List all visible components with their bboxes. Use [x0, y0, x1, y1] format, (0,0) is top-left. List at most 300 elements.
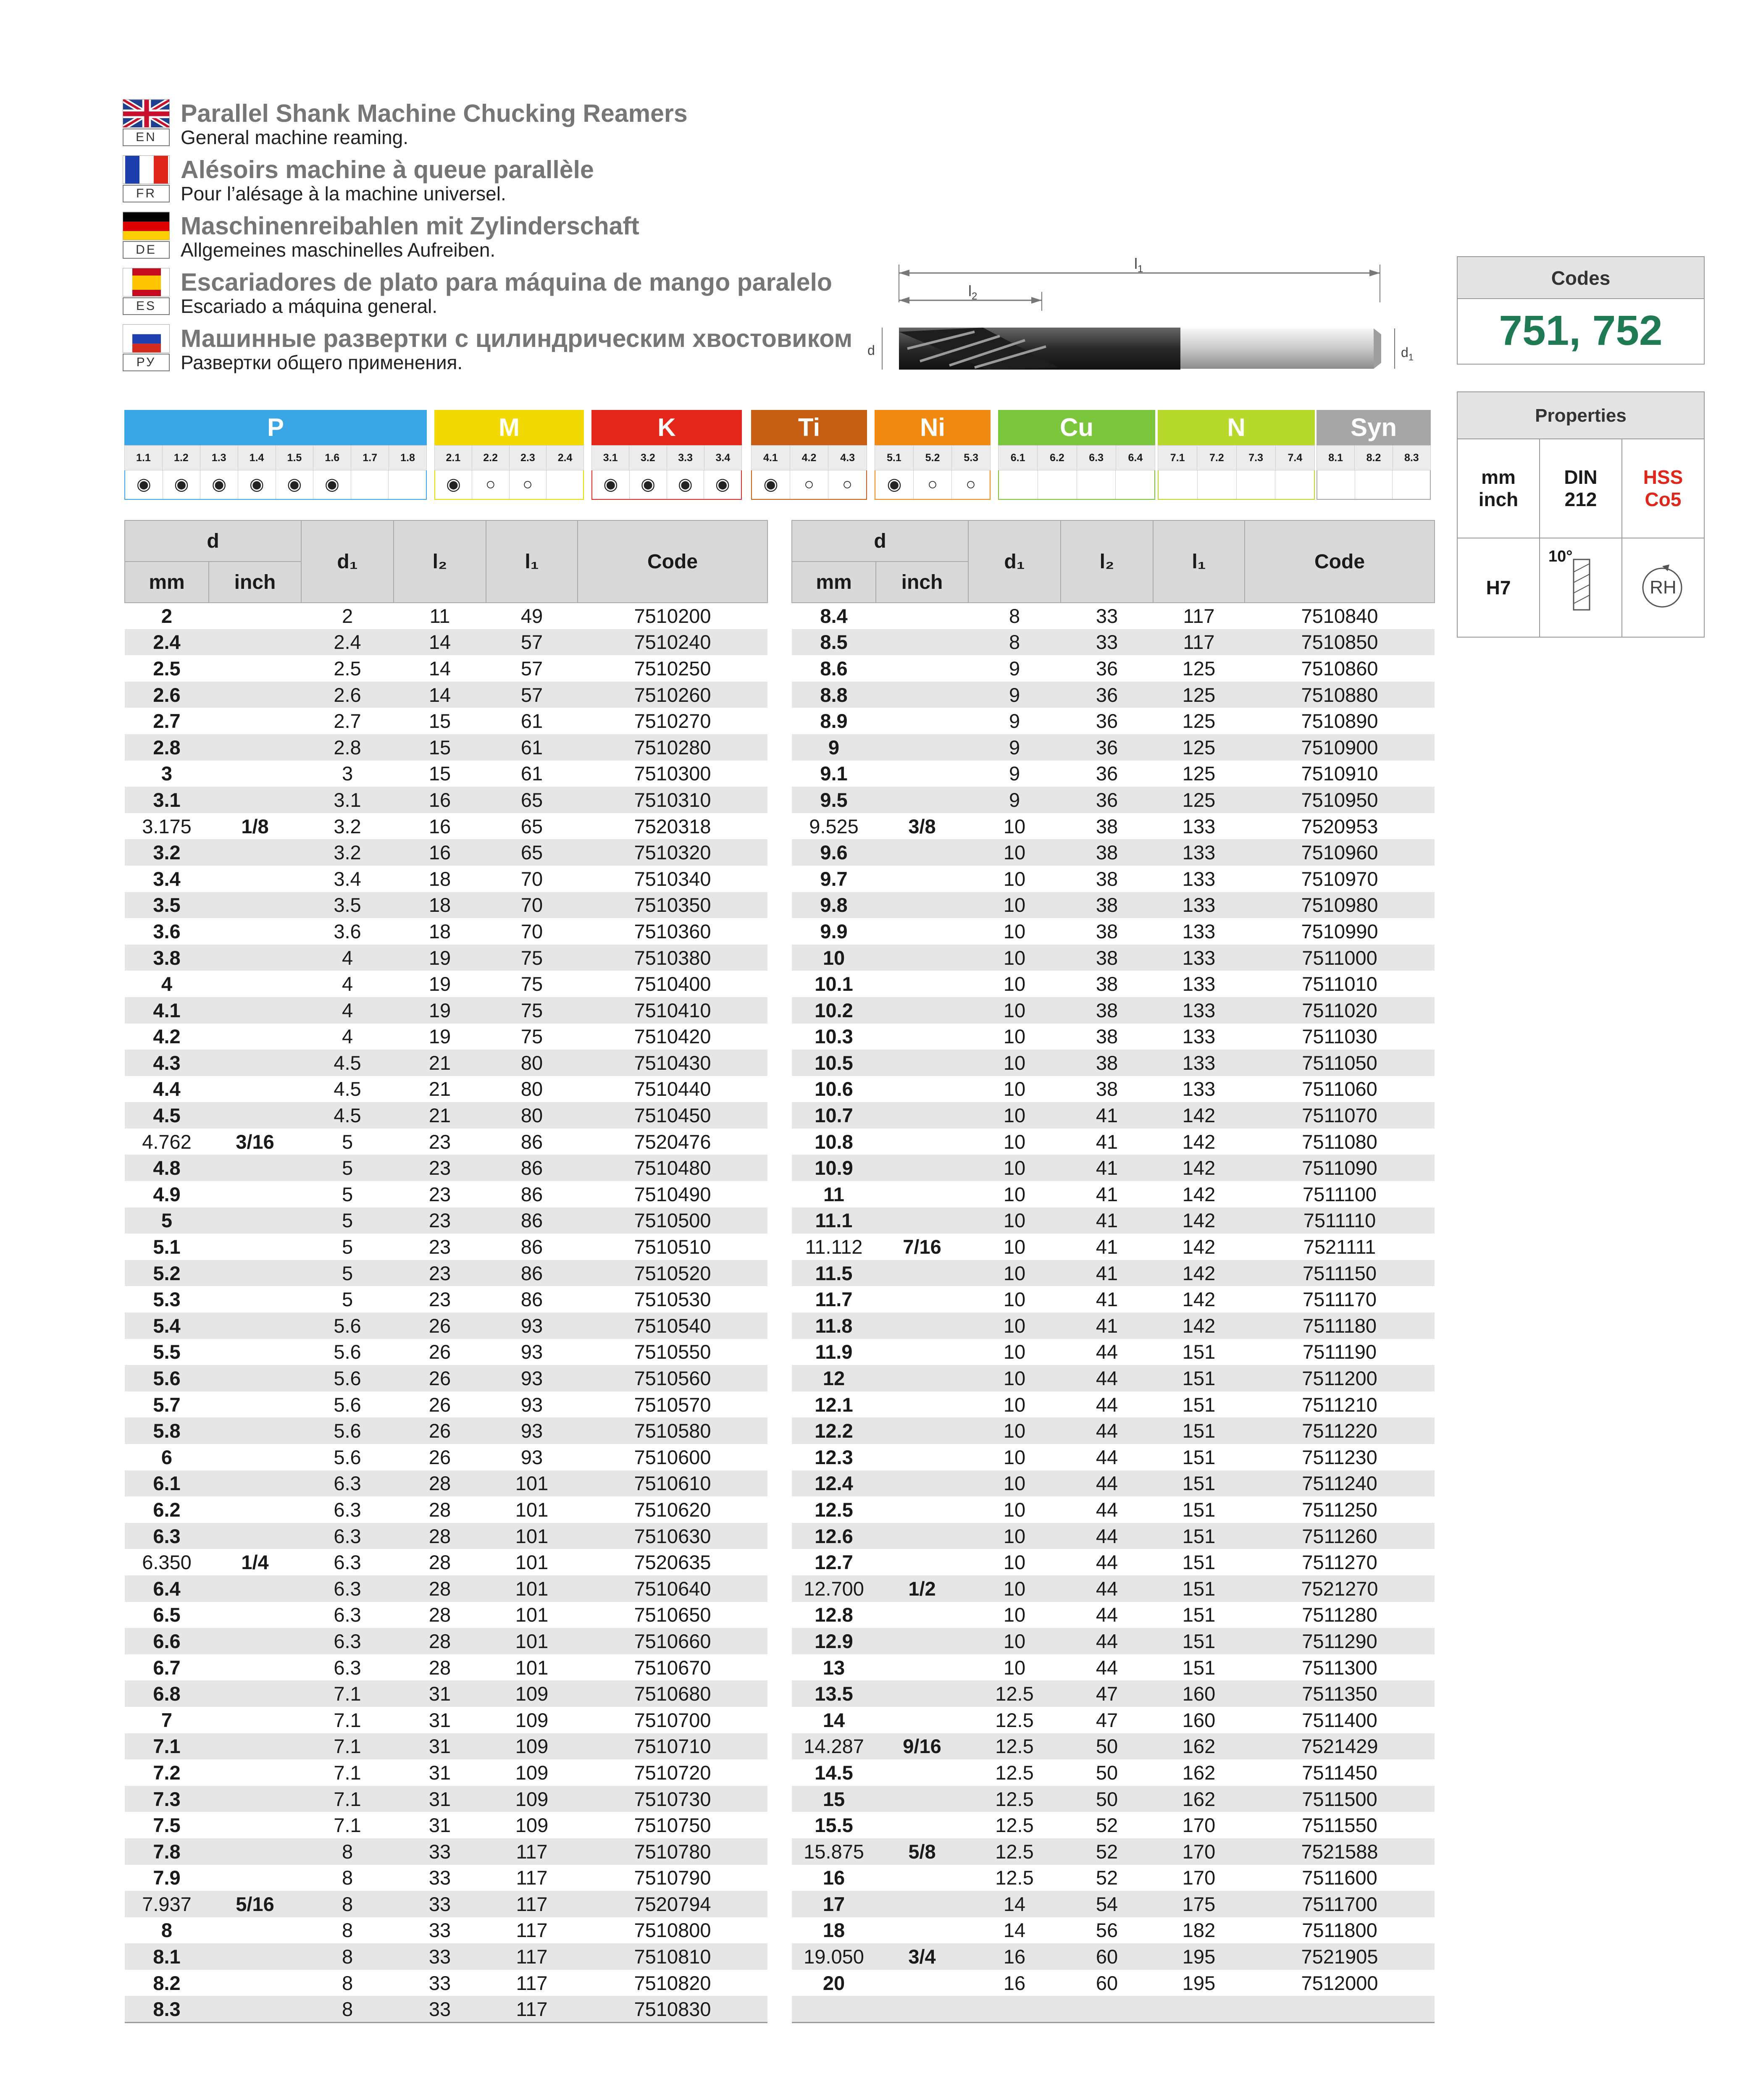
- suitability-mark: [1198, 470, 1237, 499]
- cell-code: 7511090: [1245, 1155, 1435, 1181]
- material-subgroup: 6.4: [1128, 452, 1143, 464]
- table-row: [125, 1549, 767, 1575]
- cell-d1: 14: [1003, 1919, 1026, 1942]
- cell-d1: 4.5: [301, 1102, 394, 1129]
- cell-d1: 5.6: [301, 1365, 394, 1391]
- cell-d-inch: [876, 1208, 968, 1234]
- cell-d-inch: [209, 892, 301, 919]
- cell-code: 7510280: [578, 734, 767, 761]
- standard-number: 212: [1564, 488, 1597, 510]
- cell-d-inch: [876, 1654, 968, 1681]
- cell-code: 7510350: [578, 892, 767, 919]
- cell-l1: 170: [1182, 1814, 1216, 1837]
- cell-d-mm: 4.3: [125, 1050, 209, 1076]
- cell-d1: 4.5: [301, 1050, 394, 1076]
- material-subgroup: 1.5: [276, 446, 314, 470]
- cell-l1: 70: [520, 867, 543, 890]
- cell-l2: 28: [394, 1628, 486, 1654]
- cell-d1: 6.3: [301, 1575, 394, 1602]
- cell-d1: 9: [1009, 762, 1020, 785]
- cell-code: 7510750: [634, 1814, 711, 1837]
- material-cell: [1622, 439, 1704, 538]
- cell-l2: 23: [428, 1288, 451, 1311]
- material-hss: HSS: [1643, 466, 1683, 488]
- cell-code: 7511190: [1303, 1341, 1377, 1363]
- cell-code: 7511270: [1302, 1551, 1377, 1574]
- cell-l2: 28: [394, 1575, 486, 1602]
- cell-d-inch: [209, 1102, 301, 1129]
- cell-d-mm: 5.8: [125, 1418, 209, 1444]
- cell-d-inch: [876, 1970, 968, 1996]
- material-group-name: Syn: [1317, 410, 1431, 445]
- cell-l1: 86: [486, 1208, 578, 1234]
- cell-d1: 8: [301, 1943, 394, 1970]
- cell-code: 7511240: [1245, 1470, 1435, 1497]
- cell-code: 7511700: [1245, 1891, 1435, 1917]
- size-table-right: [791, 520, 1435, 2023]
- table-row: [125, 1838, 767, 1865]
- cell-l2: 31: [394, 1680, 486, 1707]
- table-row: [792, 655, 1435, 682]
- cell-d1: 4.5: [334, 1078, 361, 1100]
- table-row: [125, 1444, 767, 1470]
- material-subgroup: 2.4: [557, 452, 573, 464]
- cell-l2: 41: [1061, 1208, 1153, 1234]
- cell-d1: 10: [1003, 1078, 1026, 1100]
- cell-code: 7510640: [578, 1575, 767, 1602]
- cell-l2: 41: [1096, 1183, 1118, 1205]
- cell-d-mm: 4.762: [142, 1130, 192, 1153]
- cell-l2: 26: [394, 1365, 486, 1391]
- cell-d-mm: 6.5: [153, 1604, 181, 1626]
- cell-d1: 2.4: [301, 629, 394, 656]
- cell-d1: 7.1: [334, 1814, 361, 1837]
- col-d: d: [792, 520, 968, 562]
- material-group: [591, 410, 742, 501]
- cell-l2: 15: [394, 734, 486, 761]
- cell-code: 7511400: [1302, 1709, 1377, 1731]
- cell-code: 7521270: [1245, 1575, 1435, 1602]
- table-row: [125, 734, 767, 761]
- table-row: [125, 1102, 767, 1129]
- cell-l1: 61: [520, 710, 543, 732]
- material-subgroup: 4.2: [790, 446, 829, 470]
- cell-d1: 3.6: [334, 920, 361, 942]
- suitability-row: [124, 470, 427, 500]
- cell-d-inch: [876, 1391, 968, 1418]
- table-row: [792, 1996, 1435, 2022]
- cell-d-mm: 17: [792, 1891, 876, 1917]
- cell-l2: 14: [394, 682, 486, 708]
- uk-flag-icon: [123, 99, 170, 128]
- l2-label: $l_2$: [968, 282, 978, 302]
- cell-d-mm: 3.4: [153, 867, 181, 890]
- cell-d-inch: [876, 1076, 968, 1102]
- cell-l1: 75: [486, 945, 578, 971]
- cell-code: 7510300: [634, 762, 711, 785]
- cell-d-mm: 4: [161, 973, 173, 995]
- cell-l1: 93: [520, 1341, 543, 1363]
- cell-code: 7511170: [1303, 1288, 1377, 1311]
- cell-l2: 33: [428, 1919, 451, 1942]
- material-subgroup: 1.3: [200, 446, 238, 470]
- cell-d1: 12.5: [968, 1680, 1061, 1707]
- cell-l2: 33: [394, 1891, 486, 1917]
- cell-d-inch: 5/16: [209, 1891, 301, 1917]
- material-subgroup: 4.3: [840, 452, 855, 464]
- cell-l1: 125: [1182, 762, 1216, 785]
- table-row: [125, 1759, 767, 1786]
- suitability-mark: [351, 470, 389, 499]
- cell-d-mm: 4.9: [153, 1183, 181, 1205]
- language-block: [123, 155, 837, 212]
- cell-l1: 101: [486, 1575, 578, 1602]
- standard-din: DIN: [1564, 466, 1598, 488]
- cell-l1: 133: [1182, 920, 1216, 942]
- material-subgroup: 3.2: [629, 446, 667, 470]
- cell-d1: 6.3: [301, 1628, 394, 1654]
- cell-d-mm: 11.5: [792, 1260, 876, 1286]
- suitability-row: [591, 470, 742, 500]
- cell-d-inch: [209, 1865, 301, 1891]
- cell-d-inch: [209, 1917, 301, 1944]
- material-subgroup: 4.1: [752, 446, 790, 470]
- material-subgroup: 2.1: [435, 446, 472, 470]
- cell-l2: 18: [394, 892, 486, 919]
- cell-d1: 10: [1003, 1551, 1026, 1574]
- cell-l1: 101: [486, 1470, 578, 1497]
- cell-l1: 125: [1182, 657, 1216, 680]
- cell-l2: 16: [394, 839, 486, 866]
- suitability-mark: ○: [510, 470, 547, 499]
- table-row: [792, 1628, 1435, 1654]
- cell-code: 7510560: [578, 1365, 767, 1391]
- cell-l1: 80: [486, 1102, 578, 1129]
- language-code: FR: [123, 185, 170, 202]
- col-code: Code: [1245, 520, 1435, 603]
- cell-l1: 151: [1153, 1418, 1245, 1444]
- table-row: [792, 1838, 1435, 1865]
- cell-d-inch: [209, 839, 301, 866]
- cell-d-mm: 15.875: [792, 1838, 876, 1865]
- cell-d-inch: [876, 1891, 968, 1917]
- cell-d1: 7.1: [301, 1733, 394, 1760]
- cell-d-mm: 18: [823, 1919, 845, 1942]
- cell-d1: 10: [968, 945, 1061, 971]
- cell-l2: 23: [428, 1236, 451, 1258]
- table-row: [792, 603, 1435, 629]
- table-row: [125, 1312, 767, 1339]
- table-row: [125, 1943, 767, 1970]
- cell-d-inch: [209, 1786, 301, 1812]
- codes-box: [1457, 256, 1705, 365]
- cell-d-inch: [876, 1129, 968, 1155]
- cell-d-mm: 12.1: [815, 1393, 853, 1416]
- cell-d1: 10: [1003, 1025, 1026, 1048]
- cell-l1: 125: [1182, 710, 1216, 732]
- cell-code: 7511200: [1245, 1365, 1435, 1391]
- cell-d-mm: 14.287: [792, 1733, 876, 1760]
- cell-d1: 10: [968, 1575, 1061, 1602]
- cell-d-mm: 7.1: [125, 1733, 209, 1760]
- cell-d-mm: 5.4: [125, 1312, 209, 1339]
- material-subgroup: 1.1: [125, 446, 163, 470]
- cell-l2: 28: [394, 1523, 486, 1549]
- cell-d1: 9: [1009, 657, 1020, 680]
- cell-d1: 4: [301, 997, 394, 1024]
- cell-d-inch: [876, 1786, 968, 1812]
- cell-l1: 57: [486, 682, 578, 708]
- table-row: [792, 1391, 1435, 1418]
- material-group-name: Ni: [875, 410, 991, 445]
- cell-l2: 23: [394, 1208, 486, 1234]
- cell-l2: 38: [1096, 973, 1118, 995]
- table-row: [792, 1286, 1435, 1312]
- cell-d-inch: [876, 1260, 968, 1286]
- cell-d-mm: 10.1: [815, 973, 853, 995]
- properties-box: [1457, 391, 1705, 638]
- cell-d1: 10: [968, 997, 1061, 1024]
- cell-d1: 10: [1003, 1498, 1026, 1521]
- cell-d-inch: [876, 1812, 968, 1838]
- cell-d-inch: [209, 1155, 301, 1181]
- russia-flag-icon: [123, 324, 170, 353]
- cell-d1: 4: [301, 945, 394, 971]
- cell-d1: 10: [1003, 1130, 1026, 1153]
- cell-d-mm: 11.1: [792, 1208, 876, 1234]
- cell-d1: 10: [968, 1365, 1061, 1391]
- product-subtitle: Allgemeines maschinelles Aufreiben.: [181, 239, 496, 261]
- suitability-mark: ◉: [875, 470, 914, 499]
- table-row: [792, 1549, 1435, 1575]
- cell-l2: 28: [428, 1656, 451, 1679]
- cell-d-mm: 13.5: [792, 1680, 876, 1707]
- table-row: [125, 1470, 767, 1497]
- properties-header: Properties: [1458, 392, 1704, 439]
- cell-l1: 133: [1153, 945, 1245, 971]
- cell-l2: 31: [428, 1709, 451, 1731]
- material-subgroup: 7.4: [1288, 452, 1303, 464]
- table-row: [125, 1365, 767, 1391]
- cell-l2: 36: [1061, 787, 1153, 813]
- cell-code: 7510600: [634, 1446, 711, 1468]
- table-row: [792, 1155, 1435, 1181]
- cell-d-mm: 9.7: [820, 867, 848, 890]
- cell-code: 7511070: [1245, 1102, 1435, 1129]
- cell-d1: 12.5: [995, 1866, 1034, 1889]
- material-subgroups: [124, 445, 427, 470]
- cell-d-inch: 9/16: [876, 1733, 968, 1760]
- cell-code: 7510320: [578, 839, 767, 866]
- table-row: [125, 813, 767, 840]
- cell-d1: 12.5: [968, 1786, 1061, 1812]
- cell-l1: 142: [1182, 1130, 1216, 1153]
- cell-l1: 86: [520, 1183, 543, 1205]
- table-row: [125, 892, 767, 919]
- cell-code: 7511010: [1302, 973, 1377, 995]
- cell-d-mm: 5.7: [153, 1393, 181, 1416]
- unit-mm: mm: [1481, 466, 1516, 488]
- suitability-mark: [1355, 470, 1393, 499]
- cell-l2: 26: [428, 1446, 451, 1468]
- table-row: [125, 1628, 767, 1654]
- cell-l1: 133: [1182, 1078, 1216, 1100]
- cell-d-mm: 2.8: [125, 734, 209, 761]
- cell-code: 7510550: [634, 1341, 711, 1363]
- cell-d1: 12.5: [968, 1733, 1061, 1760]
- cell-d-inch: 3/16: [236, 1130, 274, 1153]
- table-row: [125, 1418, 767, 1444]
- col-mm: mm: [125, 562, 209, 603]
- cell-l2: 31: [394, 1733, 486, 1760]
- table-row: [792, 1024, 1435, 1050]
- cell-d-inch: [209, 655, 301, 682]
- cell-code: 7520794: [578, 1891, 767, 1917]
- cell-d-mm: 7.3: [125, 1786, 209, 1812]
- cell-d1: 6.3: [334, 1498, 361, 1521]
- cell-l2: 44: [1096, 1604, 1118, 1626]
- cell-l2: [1061, 1996, 1153, 2022]
- cell-l2: 44: [1061, 1470, 1153, 1497]
- cell-d-mm: 2.6: [125, 682, 209, 708]
- cell-l2: 44: [1061, 1365, 1153, 1391]
- cell-d-mm: 12.3: [815, 1446, 853, 1468]
- cell-code: 7510880: [1245, 682, 1435, 708]
- cell-l1: 133: [1153, 1050, 1245, 1076]
- cell-d-inch: [876, 1181, 968, 1208]
- material-group-name: M: [434, 410, 584, 445]
- material-subgroups: [875, 445, 991, 470]
- suitability-mark: ◉: [163, 470, 201, 499]
- cell-l2: 23: [428, 1183, 451, 1205]
- cell-code: 7510420: [634, 1025, 711, 1048]
- cell-l2: 44: [1096, 1551, 1118, 1574]
- table-row: [792, 1339, 1435, 1365]
- cell-l1: 195: [1182, 1971, 1216, 1994]
- cell-d1: 8: [342, 1866, 353, 1889]
- cell-l1: 109: [515, 1709, 549, 1731]
- suitability-mark: [1116, 470, 1154, 499]
- cell-code: 7510480: [578, 1155, 767, 1181]
- cell-d-inch: [876, 1602, 968, 1628]
- table-row: [125, 1996, 767, 2022]
- cell-d1: 3.2: [301, 839, 394, 866]
- cell-d-inch: [876, 1024, 968, 1050]
- cell-d1: 10: [968, 1260, 1061, 1286]
- cell-d1: 3.2: [334, 815, 361, 837]
- table-row: [125, 866, 767, 892]
- material-group: [751, 410, 867, 501]
- cell-d1: 10: [968, 1628, 1061, 1654]
- table-row: [125, 1917, 767, 1944]
- rotation-direction: RH: [1650, 577, 1677, 598]
- cell-l1: 86: [486, 1260, 578, 1286]
- cell-d-mm: 20: [823, 1971, 845, 1994]
- cell-d-inch: [209, 1996, 301, 2022]
- cell-d1: 10: [1003, 815, 1026, 837]
- cell-d-inch: [876, 1549, 968, 1575]
- cell-d-inch: [209, 682, 301, 708]
- suitability-row: [875, 470, 991, 500]
- cell-d1: 10: [968, 1523, 1061, 1549]
- cell-d-inch: [209, 1260, 301, 1286]
- table-row: [125, 761, 767, 787]
- cell-l2: 38: [1096, 920, 1118, 942]
- cell-d1: 7.1: [334, 1761, 361, 1784]
- cell-d1: 10: [968, 1102, 1061, 1129]
- cell-code: 7510840: [1301, 605, 1378, 627]
- cell-d1: 8: [301, 1891, 394, 1917]
- table-row: [792, 761, 1435, 787]
- cell-d1: 7.1: [334, 1709, 361, 1731]
- cell-l1: 86: [520, 1236, 543, 1258]
- cell-d1: 2.7: [334, 710, 361, 732]
- cell-l2: 21: [394, 1050, 486, 1076]
- table-row: [792, 1812, 1435, 1838]
- cell-d-mm: 6.8: [125, 1680, 209, 1707]
- cell-d1: 10: [1003, 1288, 1026, 1311]
- cell-d-mm: 9.9: [820, 920, 848, 942]
- table-row: [125, 918, 767, 945]
- col-d1: d₁: [968, 520, 1061, 603]
- cell-code: 7510780: [578, 1838, 767, 1865]
- cell-d1: 10: [1003, 1393, 1026, 1416]
- cell-code: 7520953: [1301, 815, 1378, 837]
- suitability-mark: ○: [914, 470, 952, 499]
- cell-l2: 26: [394, 1418, 486, 1444]
- cell-d-inch: [209, 1602, 301, 1628]
- table-row: [125, 1891, 767, 1917]
- product-title: Alésoirs machine à queue parallèle: [181, 156, 594, 184]
- cell-l2: 19: [394, 945, 486, 971]
- cell-l2: 28: [428, 1604, 451, 1626]
- cell-d-mm: 5: [125, 1208, 209, 1234]
- table-row: [125, 1496, 767, 1523]
- cell-code: 7510260: [578, 682, 767, 708]
- cell-code: 7511500: [1245, 1786, 1435, 1812]
- cell-d-inch: [209, 1050, 301, 1076]
- cell-d-mm: 9: [792, 734, 876, 761]
- table-row: [125, 1733, 767, 1760]
- cell-code: 7511550: [1302, 1814, 1377, 1837]
- table-row: [792, 997, 1435, 1024]
- cell-d-mm: 13: [823, 1656, 845, 1679]
- cell-d1: 5: [342, 1288, 353, 1311]
- cell-l1: 75: [520, 973, 543, 995]
- cell-l1: 151: [1153, 1575, 1245, 1602]
- cell-d-inch: [209, 1418, 301, 1444]
- cell-d-inch: [209, 1759, 301, 1786]
- cell-d-inch: [209, 866, 301, 892]
- cell-l1: 65: [520, 815, 543, 837]
- cell-l2: 14: [394, 629, 486, 656]
- cell-d-mm: 11.7: [815, 1288, 853, 1311]
- cell-d1: 3.4: [334, 867, 361, 890]
- table-row: [125, 1129, 767, 1155]
- product-title: Escariadores de plato para máquina de mango paralelo: [181, 268, 832, 296]
- material-subgroup: 5.3: [964, 452, 979, 464]
- cell-l1: 61: [486, 734, 578, 761]
- cell-d-inch: [209, 787, 301, 813]
- table-row: [125, 1812, 767, 1838]
- table-row: [792, 839, 1435, 866]
- cell-l2: 41: [1061, 1312, 1153, 1339]
- cell-d1: 2.8: [301, 734, 394, 761]
- table-row: [125, 945, 767, 971]
- material-group: [124, 410, 427, 501]
- table-row: [125, 1786, 767, 1812]
- cell-d1: 5: [301, 1155, 394, 1181]
